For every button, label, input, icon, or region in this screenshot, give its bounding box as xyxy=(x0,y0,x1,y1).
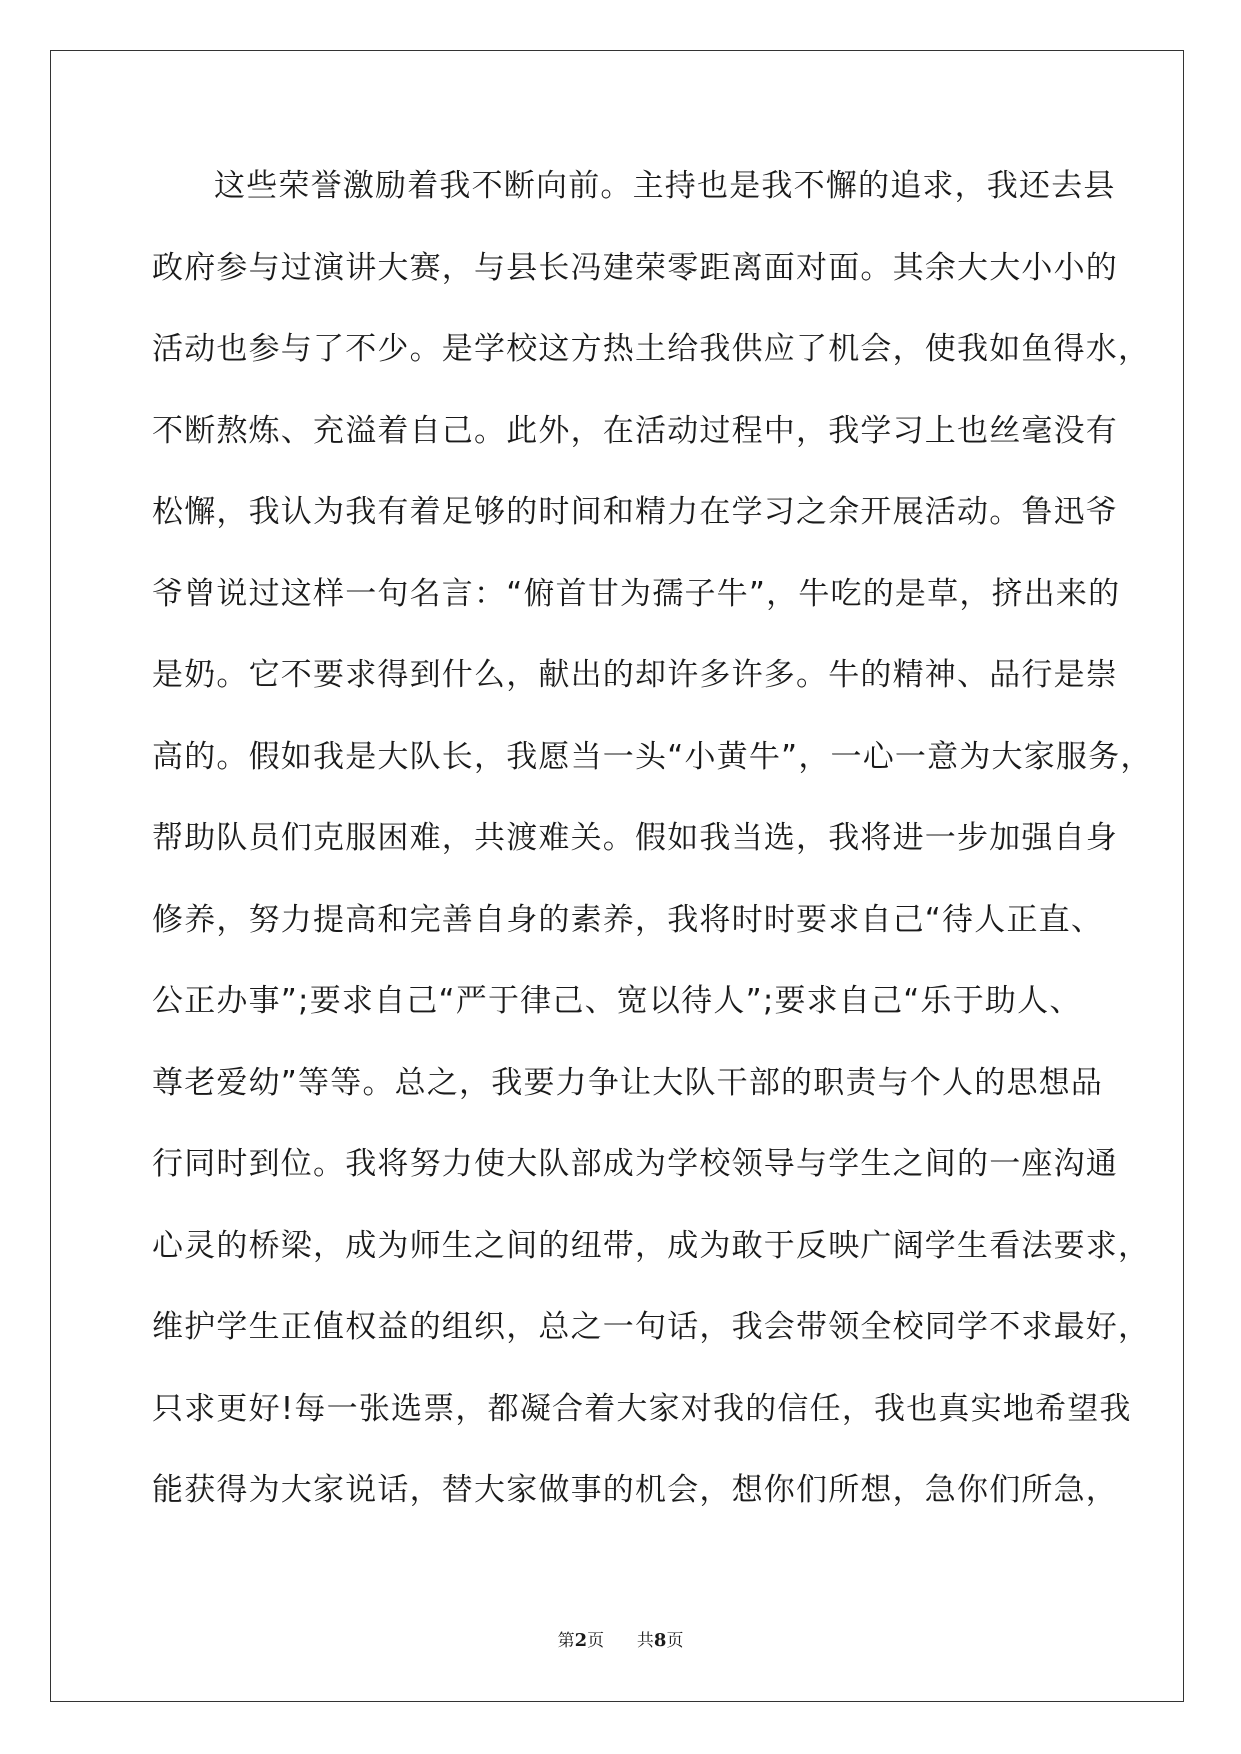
text-line: 松懈，我认为我有着足够的时间和精力在学习之余开展活动。鲁迅爷 xyxy=(152,494,1118,530)
text-line: 这些荣誉激励着我不断向前。主持也是我不懈的追求，我还去县 xyxy=(214,168,1116,204)
text-line: 爷曾说过这样一句名言：“俯首甘为孺子牛”，牛吃的是草，挤出来的 xyxy=(152,575,1121,612)
text-line: 公正办事”;要求自己“严于律己、宽以待人”;要求自己“乐于助人、 xyxy=(152,983,1082,1019)
text-line: 修养，努力提高和完善自身的素养，我将时时要求自己“待人正直、 xyxy=(152,901,1104,938)
text-line: 维护学生正值权益的组织，总之一句话，我会带领全校同学不求最好， xyxy=(152,1309,1151,1345)
page-suffix: 页 xyxy=(587,1631,605,1651)
page-number-label xyxy=(558,1631,610,1651)
current-page-number: 2 xyxy=(574,1630,588,1651)
text-line: 只求更好!每一张选票，都凝合着大家对我的信任，我也真实地希望我 xyxy=(152,1390,1132,1427)
text-line: 能获得为大家说话，替大家做事的机会，想你们所想，急你们所急， xyxy=(152,1472,1118,1508)
body-paragraph xyxy=(152,162,1153,1548)
total-prefix: 共 xyxy=(636,1631,654,1651)
total-suffix: 页 xyxy=(666,1631,684,1651)
text-line: 尊老爱幼”等等。总之，我要力争让大队干部的职责与个人的思想品 xyxy=(152,1064,1104,1101)
text-line: 高的。假如我是大队长，我愿当一头“小黄牛”，一心一意为大家服务， xyxy=(152,738,1153,775)
text-line: 是奶。它不要求得到什么，献出的却许多许多。牛的精神、品行是崇 xyxy=(152,657,1118,693)
text-line: 活动也参与了不少。是学校这方热土给我供应了机会，使我如鱼得水， xyxy=(152,331,1151,367)
text-line: 帮助队员们克服困难，共渡难关。假如我当选，我将进一步加强自身 xyxy=(152,820,1118,856)
page-footer xyxy=(0,1626,1241,1651)
text-line: 政府参与过演讲大赛，与县长冯建荣零距离面对面。其余大大小小的 xyxy=(152,249,1118,286)
text-line: 心灵的桥梁，成为师生之间的纽带，成为敢于反映广阔学生看法要求， xyxy=(152,1227,1151,1264)
page-prefix: 第 xyxy=(557,1631,575,1651)
text-line: 不断熬炼、充溢着自己。此外，在活动过程中，我学习上也丝毫没有 xyxy=(152,412,1118,449)
total-page-number: 8 xyxy=(653,1630,667,1651)
text-line: 行同时到位。我将努力使大队部成为学校领导与学生之间的一座沟通 xyxy=(152,1146,1118,1182)
page-total-label xyxy=(637,1631,684,1651)
